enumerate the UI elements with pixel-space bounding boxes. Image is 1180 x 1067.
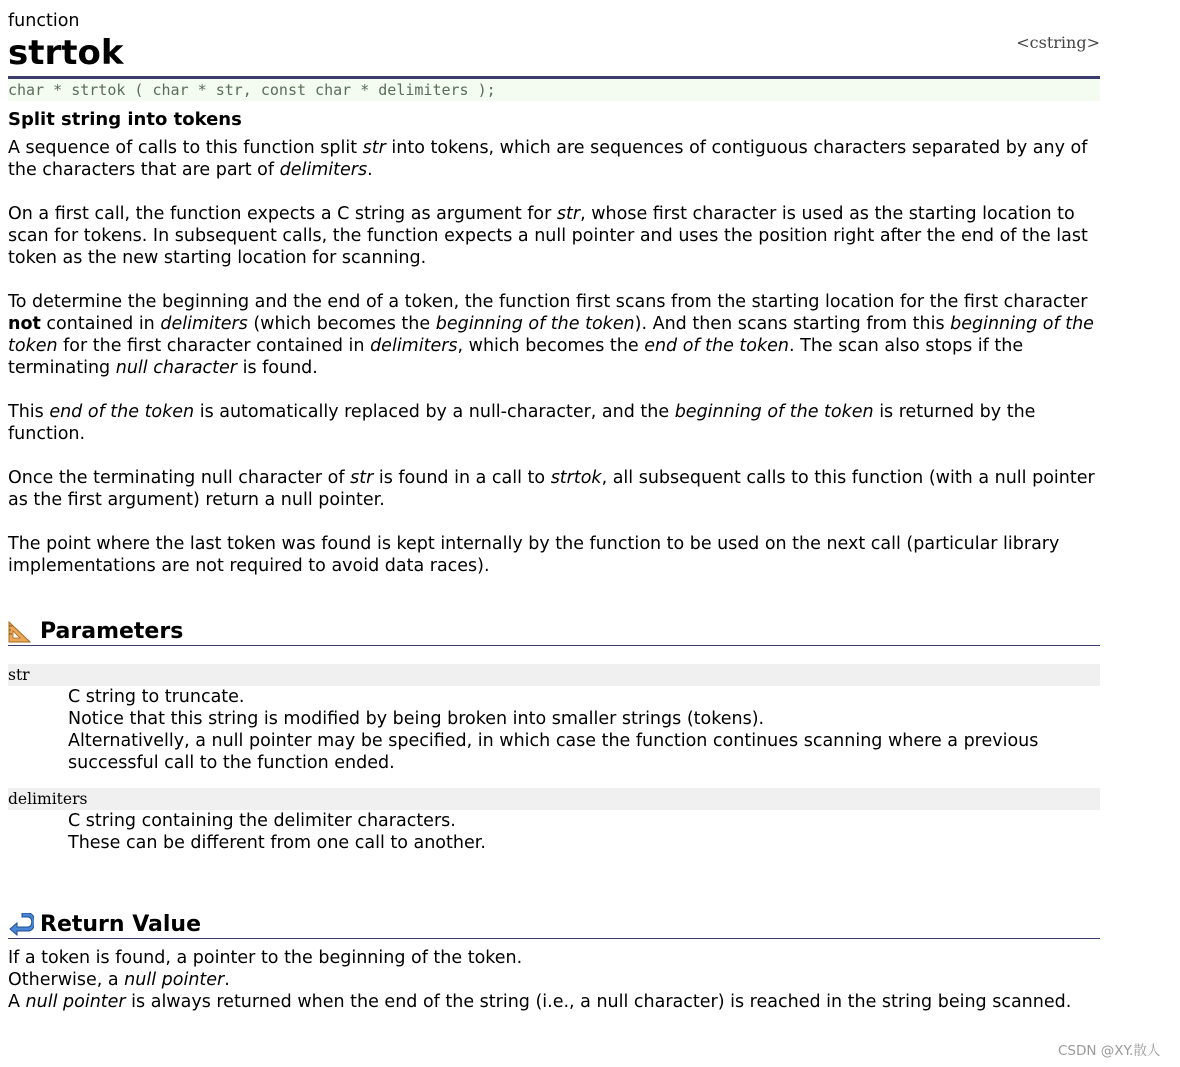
- header-file-link[interactable]: <cstring>: [1016, 33, 1100, 52]
- ruler-triangle-icon: [8, 620, 34, 644]
- return-value-heading: [8, 912, 1100, 939]
- return-line-3: [8, 991, 1100, 1013]
- text: .: [367, 160, 373, 180]
- reference-document: [8, 8, 1100, 1013]
- function-ref: strtok: [550, 468, 602, 488]
- parameters-heading: [8, 619, 1100, 646]
- text: .: [224, 970, 230, 990]
- section-title: Parameters: [40, 619, 184, 644]
- term: null pointer: [124, 970, 225, 990]
- return-arrow-icon: [8, 913, 34, 937]
- csdn-watermark: CSDN @XY.散人: [1058, 1043, 1161, 1059]
- param-ref: delimiters: [160, 314, 248, 334]
- term: null pointer: [25, 992, 126, 1012]
- desc-paragraph-1: [8, 137, 1100, 181]
- text: , which becomes the: [457, 336, 645, 356]
- term: end of the token: [644, 336, 789, 356]
- page-title: strtok: [8, 33, 124, 73]
- parameter-list: [8, 664, 1100, 854]
- term: beginning of the token: [8, 314, 1094, 356]
- param-name-delimiters: delimiters: [8, 788, 1100, 810]
- text: Once the terminating null character of: [8, 468, 351, 488]
- text: A: [8, 992, 26, 1012]
- return-line-1: If a token is found, a pointer to the beginning of the token.: [8, 948, 523, 968]
- text: This: [8, 402, 50, 422]
- term: beginning of the token: [674, 402, 874, 422]
- term: null character: [115, 358, 238, 378]
- text: . The scan also stops if the terminating: [8, 336, 1024, 378]
- desc-paragraph-5: [8, 467, 1100, 511]
- text: contained in: [40, 314, 161, 334]
- param-line: These can be different from one call to another.: [68, 833, 486, 853]
- param-name-str: str: [8, 664, 1100, 686]
- text: is always returned when the end of the string (i.e., a null character) is reached in the string being scanned.: [125, 992, 1072, 1012]
- text: is automatically replaced by a null-character, and the: [194, 402, 675, 422]
- text: is found.: [237, 358, 318, 378]
- param-ref: str: [362, 138, 386, 158]
- text: A sequence of calls to this function split: [8, 138, 363, 158]
- desc-paragraph-6: The point where the last token was found is kept internally by the function to be used on the next call (particular library implementations are not required to avoid data races).: [8, 534, 1060, 576]
- param-desc-str: [68, 686, 1100, 774]
- param-ref: str: [556, 204, 581, 224]
- text: into tokens, which are sequences of contiguous characters separated by any of the characters that are part of: [8, 138, 1088, 180]
- header-divider: [8, 76, 1100, 79]
- param-line: C string containing the delimiter characters.: [68, 811, 456, 831]
- param-line: Alternativelly, a null pointer may be specified, in which case the function continues scanning where a previous successful call to the function ended.: [68, 731, 1039, 773]
- function-summary: Split string into tokens: [8, 109, 242, 130]
- description: [8, 137, 1100, 577]
- desc-paragraph-3: [8, 291, 1100, 379]
- emphasis: not: [8, 314, 41, 334]
- function-header: [8, 8, 1100, 79]
- return-value-text: [8, 947, 1100, 1013]
- section-title: Return Value: [40, 912, 202, 937]
- desc-paragraph-2: [8, 203, 1100, 269]
- param-ref: str: [350, 468, 374, 488]
- param-ref: delimiters: [279, 160, 368, 180]
- text: , all subsequent calls to this function (with a null pointer as the first argument) return a null pointer.: [8, 468, 1095, 510]
- text: (which becomes the: [247, 314, 436, 334]
- text: Otherwise, a: [8, 970, 125, 990]
- text: ). And then scans starting from this: [634, 314, 951, 334]
- param-line: C string to truncate.: [68, 687, 245, 707]
- entity-kind: function: [8, 11, 80, 31]
- text: On a first call, the function expects a C string as argument for: [8, 204, 557, 224]
- text: To determine the beginning and the end of a token, the function first scans from the starting location for the first character: [8, 292, 1088, 312]
- desc-paragraph-4: [8, 401, 1100, 445]
- param-ref: delimiters: [370, 336, 458, 356]
- function-prototype: char * strtok ( char * str, const char * delimiters );: [8, 79, 1100, 101]
- return-line-2: [8, 969, 1100, 991]
- param-line: Notice that this string is modified by being broken into smaller strings (tokens).: [68, 709, 765, 729]
- text: is found in a call to: [373, 468, 551, 488]
- term: beginning of the token: [435, 314, 635, 334]
- term: end of the token: [49, 402, 195, 422]
- text: is returned by the function.: [8, 402, 1036, 444]
- param-desc-delimiters: [68, 810, 1100, 854]
- text: , whose first character is used as the starting location to scan for tokens. In subsequent calls, the function expects a null pointer and uses the position right after the end of the last token as the new starting location for scanning.: [8, 204, 1088, 268]
- text: for the first character contained in: [57, 336, 371, 356]
